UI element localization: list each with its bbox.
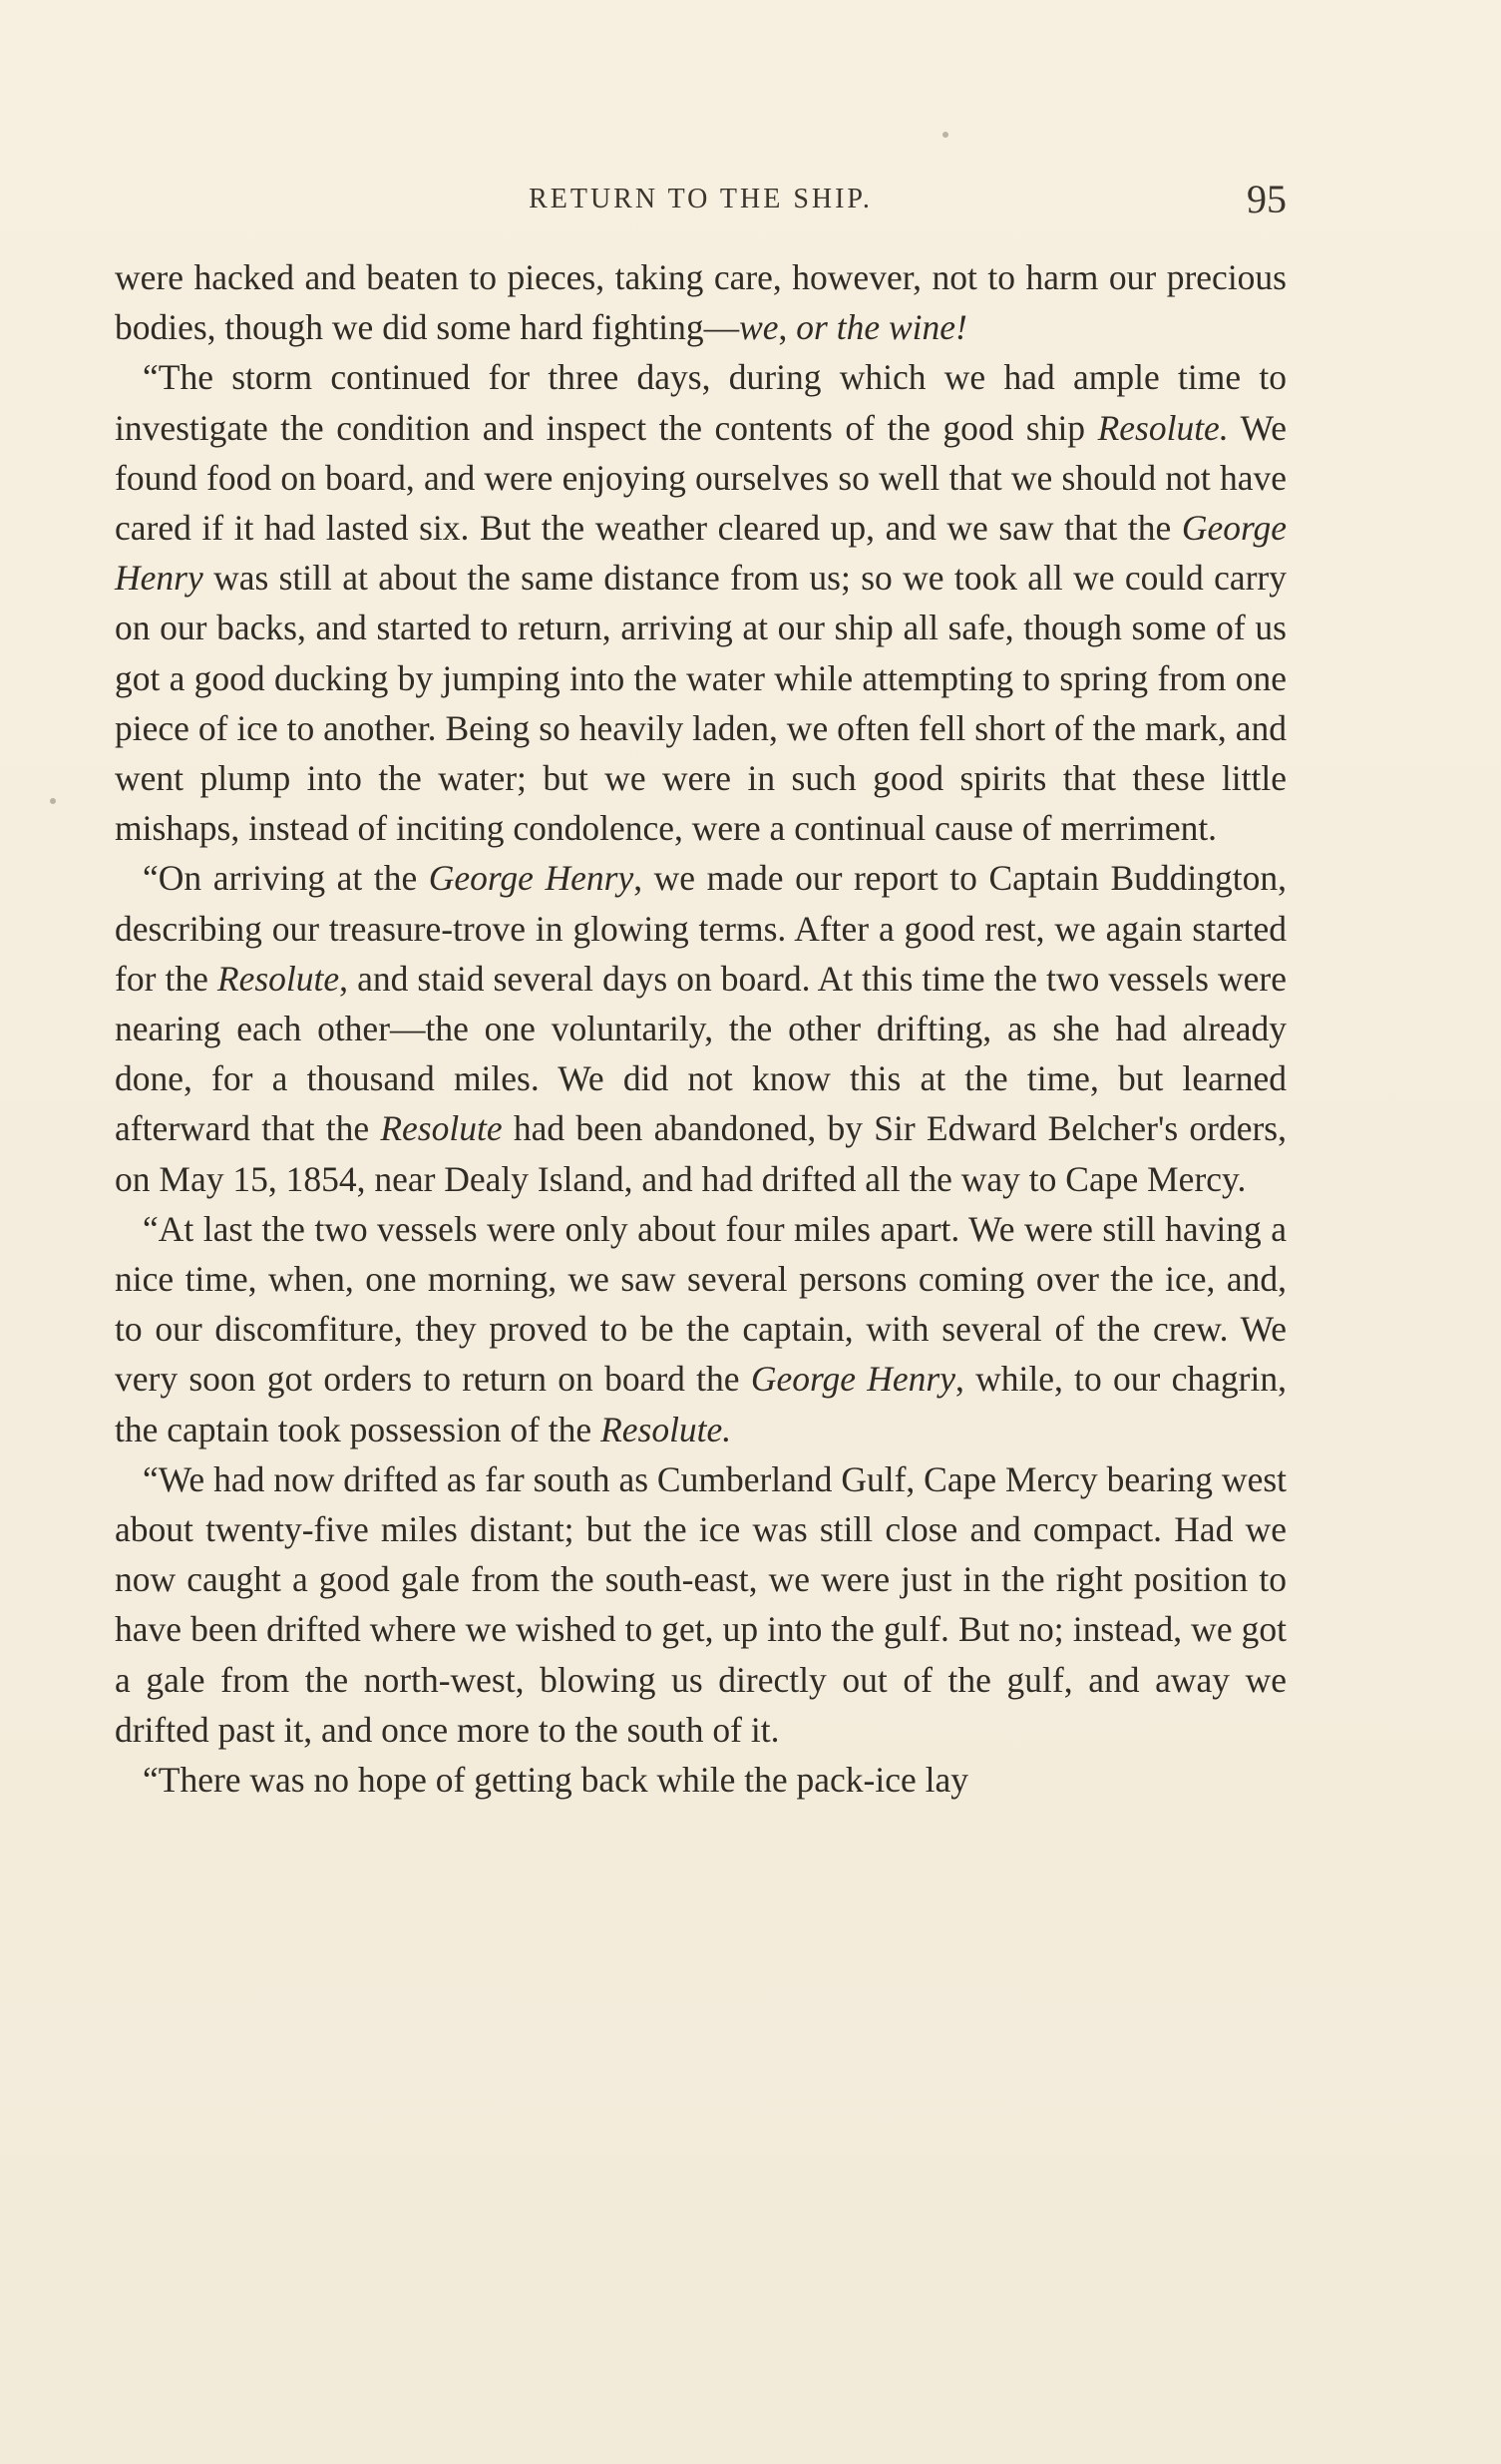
italic-text: Resolute. (1097, 407, 1229, 448)
text-run: “There was no hope of getting back while the pack-ice lay (143, 1760, 968, 1801)
text-run: We found food on board, and were enjoying ourselves so well that we should not have cared if it had lasted six. But the weather cleared up, and we saw that the (115, 407, 1288, 549)
text-run: were hacked and beaten to pieces, taking care, however, not to harm our precious bodies, though we did some hard fighting— (115, 257, 1287, 348)
italic-text: Resolute (380, 1108, 503, 1149)
italic-text: George Henry (750, 1359, 955, 1400)
text-run: , while, to our chagrin, the captain took possession of the (115, 1359, 1287, 1449)
text-run: was still at about the same distance from us; so we took all we could carry on our backs, and started to return, arriving at our ship all safe, though some of us got a good ducking by jumping into the water while attempting to spring from one piece of ice to another. Being so heavily laden, we often fell short of the mark, and went plump into the water; but we were in such good spirits that these little mishaps, instead of inciting condolence, were a continual cause of merriment. (115, 558, 1287, 849)
text-run: “On arriving at the (143, 858, 429, 899)
paragraph (115, 853, 1287, 1203)
text-run: , (778, 307, 797, 348)
text-run: “The storm continued for three days, during which we had ample time to investigate the condition and inspect the contents of the good ship (115, 357, 1287, 448)
italic-text: Resolute (216, 958, 340, 999)
running-title: RETURN TO THE SHIP. (529, 184, 873, 214)
italic-text: Resolute. (600, 1409, 732, 1449)
text-run: “We had now drifted as far south as Cumberland Gulf, Cape Mercy bearing west about twenty-five miles distant; but the ice was still close and compact. Had we now caught a good gale from the south-east, we were just in the right position to have been drifted where we wished to get, up into the gulf. But no; instead, we got a gale from the north-west, blowing us directly out of the gulf, and away we drifted past it, and once more to the south of it. (115, 1458, 1287, 1750)
italic-text: or the wine! (796, 307, 967, 348)
paper-speck (942, 132, 948, 138)
text-run: “At last the two vessels were only about four miles apart. We were still having a nice time, when, one morning, we saw several persons coming over the ice, and, to our discomfiture, they proved to be the captain, with several of the crew. We very soon got orders to return on board the (115, 1208, 1287, 1400)
text-run: had been abandoned, by Sir Edward Belcher's orders, on May 15, 1854, near Dealy Island, and had drifted all the way to Cape Mercy. (115, 1108, 1287, 1199)
italic-text: George Henry (428, 858, 634, 899)
italic-text: George Henry (115, 508, 1287, 599)
paper-speck (50, 798, 56, 804)
body-text (115, 252, 1287, 1805)
italic-text: we (739, 307, 779, 348)
paragraph (115, 1755, 1287, 1805)
text-run: , we made our report to Captain Buddington, describing our treasure-trove in glowing terms. After a good rest, we again started for the (115, 858, 1287, 999)
paragraph (115, 1204, 1287, 1454)
paragraph (115, 352, 1287, 853)
page-number: 95 (1247, 177, 1287, 221)
page-header (115, 170, 1287, 229)
paragraph (115, 252, 1287, 352)
paragraph (115, 1454, 1287, 1755)
text-run: , and staid several days on board. At this time the two vessels were nearing each other—the one voluntarily, the other drifting, as she had already done, for a thousand miles. We did not know this at the time, but learned afterward that the (115, 958, 1287, 1149)
